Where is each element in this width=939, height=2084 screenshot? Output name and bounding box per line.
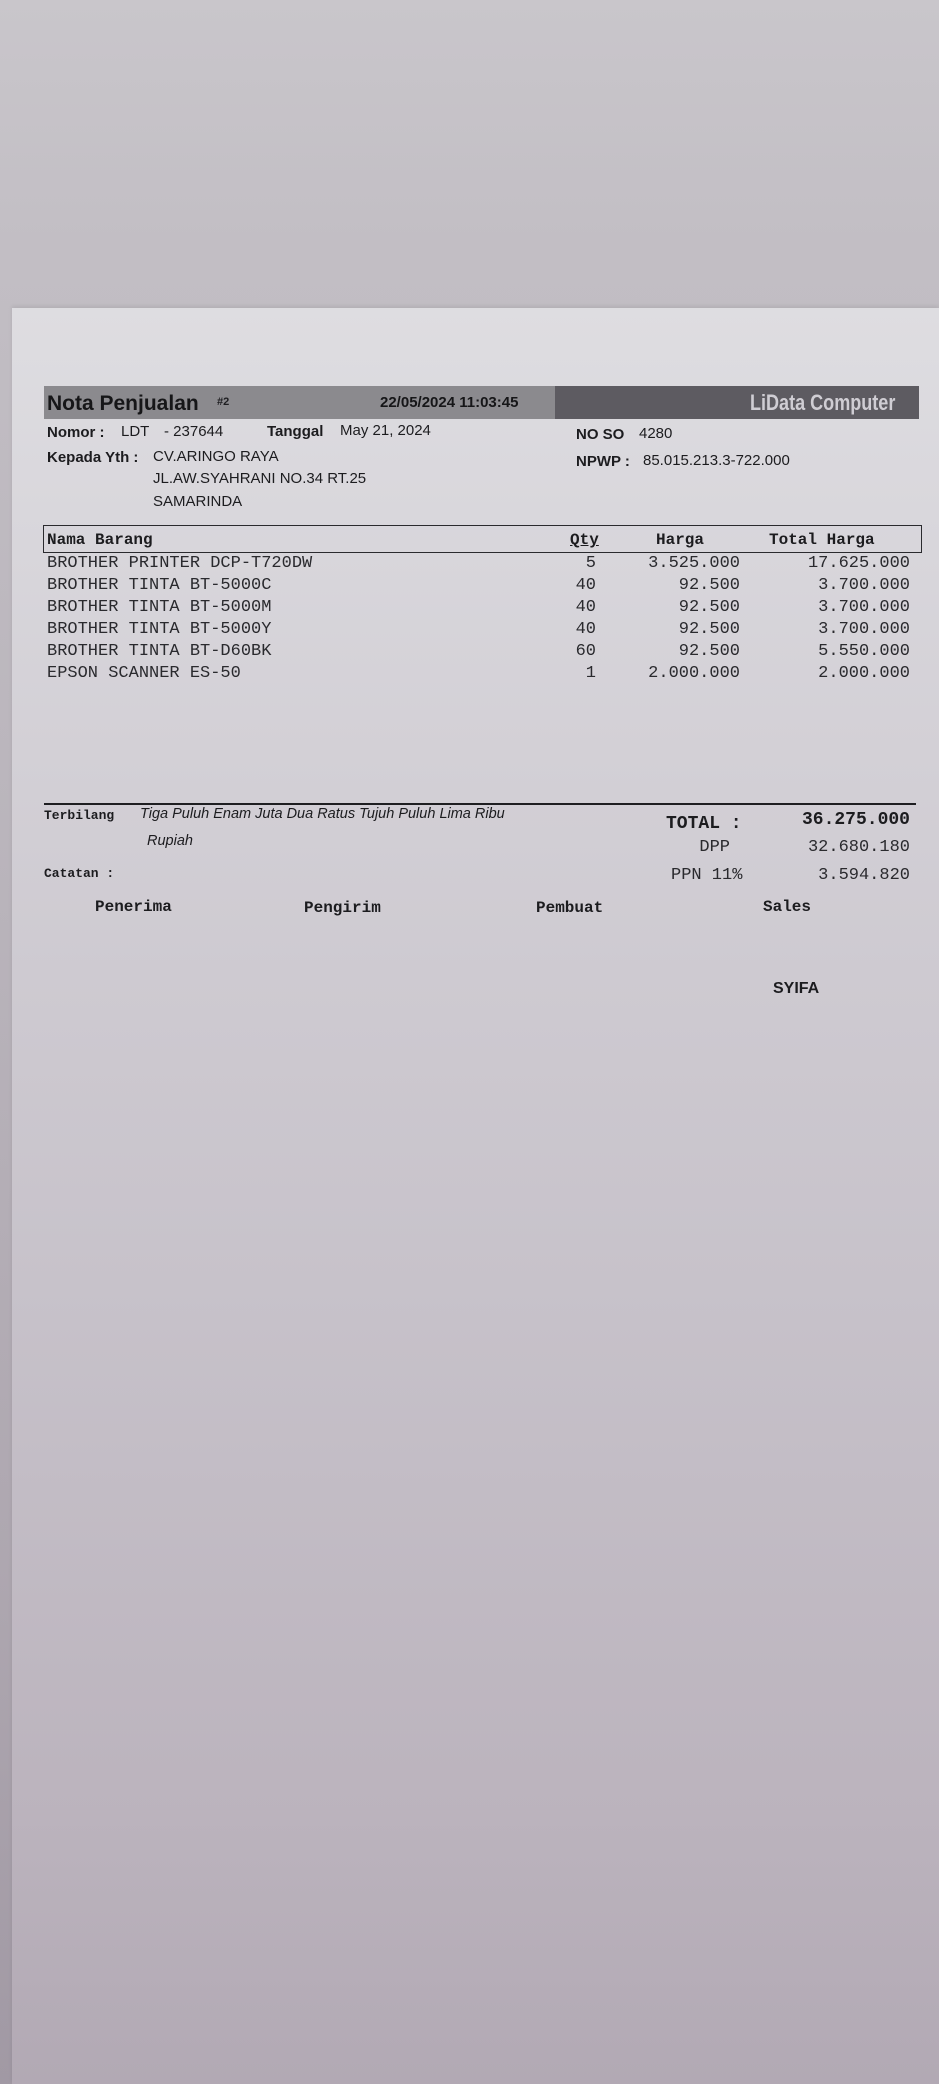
- table-row-total: 3.700.000: [818, 620, 910, 639]
- company-logo-text: LiData Computer: [750, 390, 896, 415]
- table-row-total: 3.700.000: [818, 598, 910, 617]
- table-row-qty: 1: [585, 664, 596, 683]
- terbilang-line-2: Rupiah: [147, 833, 193, 849]
- npwp-label: NPWP :: [576, 453, 630, 470]
- signature-sales-label: Sales: [763, 898, 812, 916]
- print-timestamp: 22/05/2024 11:03:45: [380, 394, 519, 411]
- table-row-total: 2.000.000: [818, 664, 910, 683]
- table-row-qty: 5: [585, 554, 596, 573]
- table-row-name: BROTHER PRINTER DCP-T720DW: [47, 554, 313, 573]
- nomor-label: Nomor :: [47, 424, 105, 441]
- sales-person-name: SYIFA: [773, 980, 820, 997]
- table-row-qty: 40: [575, 576, 596, 595]
- noso-label: NO SO: [576, 426, 625, 443]
- table-row-price: 2.000.000: [648, 664, 740, 683]
- table-row-total: 17.625.000: [807, 554, 910, 573]
- terbilang-label: Terbilang: [44, 808, 115, 823]
- nomor-value: - 237644: [164, 423, 224, 440]
- total-label: TOTAL :: [666, 814, 742, 834]
- column-header-name: Nama Barang: [47, 531, 153, 549]
- customer-address-line-1: JL.AW.SYAHRANI NO.34 RT.25: [153, 470, 367, 487]
- catatan-label: Catatan :: [44, 866, 115, 881]
- column-header-qty: Qty: [570, 531, 599, 549]
- kepada-label: Kepada Yth :: [47, 449, 139, 466]
- summary-divider: [44, 803, 916, 805]
- table-row-qty: 60: [575, 642, 596, 661]
- document-title: Nota Penjualan: [47, 392, 199, 415]
- table-row-name: BROTHER TINTA BT-5000C: [47, 576, 272, 595]
- invoice-paper: [12, 308, 939, 2084]
- dpp-label: DPP: [699, 838, 730, 857]
- table-row-price: 92.500: [678, 642, 740, 661]
- dpp-value: 32.680.180: [807, 838, 910, 857]
- table-row-total: 3.700.000: [818, 576, 910, 595]
- table-row-name: BROTHER TINTA BT-D60BK: [47, 642, 272, 661]
- customer-name: CV.ARINGO RAYA: [153, 448, 279, 465]
- table-row-total: 5.550.000: [818, 642, 910, 661]
- signature-pengirim-label: Pengirim: [304, 899, 381, 917]
- signature-penerima-label: Penerima: [95, 898, 172, 916]
- document-copy-number: #2: [217, 396, 230, 408]
- noso-value: 4280: [639, 425, 673, 442]
- customer-address-line-2: SAMARINDA: [153, 493, 243, 510]
- signature-pembuat-label: Pembuat: [536, 899, 604, 917]
- ppn-label: PPN 11%: [671, 866, 743, 885]
- table-row-name: BROTHER TINTA BT-5000Y: [47, 620, 272, 639]
- table-row-name: EPSON SCANNER ES-50: [47, 664, 241, 683]
- table-row-price: 3.525.000: [648, 554, 740, 573]
- table-row-price: 92.500: [678, 620, 740, 639]
- table-row-price: 92.500: [678, 576, 740, 595]
- column-header-price: Harga: [656, 531, 705, 549]
- table-row-qty: 40: [575, 598, 596, 617]
- table-row-qty: 40: [575, 620, 596, 639]
- table-row-price: 92.500: [678, 598, 740, 617]
- tanggal-label: Tanggal: [267, 423, 324, 440]
- total-value: 36.275.000: [801, 810, 910, 830]
- npwp-value: 85.015.213.3-722.000: [643, 452, 790, 469]
- ppn-value: 3.594.820: [818, 866, 910, 885]
- terbilang-line-1: Tiga Puluh Enam Juta Dua Ratus Tujuh Puluh Lima Ribu: [140, 806, 505, 822]
- tanggal-value: May 21, 2024: [340, 422, 431, 439]
- table-row-name: BROTHER TINTA BT-5000M: [47, 598, 272, 617]
- column-header-total: Total Harga: [769, 531, 875, 549]
- nomor-prefix: LDT: [121, 423, 150, 440]
